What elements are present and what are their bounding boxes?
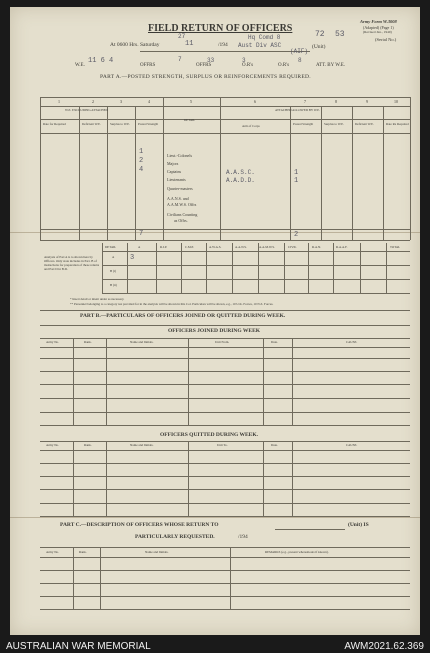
- we-excluding-header: W.E. EXCLUDING ATTACHED: [65, 108, 108, 112]
- col-number: 7: [304, 99, 306, 104]
- rank-label: Lieut.-Colonels: [167, 153, 192, 158]
- quitted-col: Unit To.: [217, 443, 228, 447]
- att-label: ATT. BY W.E.: [316, 63, 346, 68]
- ors2-value: 8: [298, 57, 302, 64]
- attached-header: ATTACHED ALLOWED BY W.E.: [275, 108, 321, 112]
- rank-label: A.A.M.W.S. Offrs: [167, 202, 197, 207]
- col-number: 3: [120, 99, 122, 104]
- posted-captains: 1: [139, 148, 144, 156]
- col-number: 1: [58, 99, 60, 104]
- joined-col: Date.: [271, 340, 278, 344]
- detail-col: TOTAL: [390, 245, 401, 249]
- note-1: * Insert detail or intent under as necessary.: [70, 297, 125, 301]
- quitted-col: Name and Initials.: [130, 443, 154, 447]
- quitted-col: CAUSE.: [346, 443, 358, 447]
- posted-total: 7: [139, 230, 144, 238]
- col-number: 4: [148, 99, 150, 104]
- posted-majors: 2: [139, 157, 144, 165]
- col-number: 2: [92, 99, 94, 104]
- offrs-value: 7: [178, 56, 182, 63]
- rank-label: Captains: [167, 169, 181, 174]
- serial-label: (Serial No.): [375, 37, 397, 42]
- date-year: /194: [218, 42, 228, 48]
- aif-note: (AIF): [290, 48, 309, 55]
- unit-text: Aust Div ASC: [238, 42, 282, 49]
- detail-col: C.M.P.: [185, 245, 194, 249]
- detail-row-label: A: [112, 255, 115, 259]
- handwritten-top: 27: [178, 33, 186, 40]
- arm-entry-2: A.A.D.D.: [226, 177, 255, 184]
- posted-lieutenants: 4: [139, 166, 144, 174]
- revised-label: (Revised Jan., 1940): [363, 30, 392, 34]
- col-number: 8: [335, 99, 337, 104]
- surplus-header: Surplus to W.E.: [110, 122, 131, 126]
- detail-row-label: B (ii): [110, 283, 117, 287]
- rank-label: Lieutenants: [167, 177, 186, 182]
- detail-row-label: B (i): [110, 269, 116, 273]
- part-c-line2: PARTICULARLY REQUESTED.: [135, 534, 215, 540]
- serial-value-2: 53: [335, 30, 345, 39]
- arm-header: Arm of Corps: [242, 124, 260, 128]
- deficient-header: Deficient W.E.: [82, 122, 101, 126]
- part-c-col: REMARKS (e.g., present whereabouts if known).: [265, 550, 329, 554]
- we-label: W.E.: [75, 63, 85, 68]
- quitted-title: OFFICERS QUITTED DURING WEEK.: [160, 432, 258, 438]
- part-c-col: Name and Initials.: [145, 550, 169, 554]
- fold-line: [10, 232, 420, 233]
- ors-label: O.R's: [242, 63, 254, 68]
- col-number: 5: [190, 99, 192, 104]
- we-values: 11 6 4: [88, 57, 114, 65]
- joined-col: Unit From.: [215, 340, 230, 344]
- detail-col: A.A.N.S.: [235, 245, 247, 249]
- note-2: ** Personnel belonging to a category not provided for in the analysis will be shown in this Col. Particulars will be shown, e.g., 10 U.K. Forces, 10 N.Z. Forces.: [70, 302, 274, 306]
- col-number: 9: [366, 99, 368, 104]
- joined-col: Rank.: [84, 340, 92, 344]
- posted-header: Posted Strength: [138, 122, 159, 126]
- rate2-header: Rate Re Required: [386, 122, 409, 126]
- detail-col: R.A.N.: [312, 245, 322, 249]
- part-c-col: Rank.: [79, 550, 87, 554]
- part-b-heading: PART B.—PARTICULARS OF OFFICERS JOINED OR QUITTED DURING WEEK.: [80, 313, 286, 319]
- part-c-line1: PART C.—DESCRIPTION OF OFFICERS WHOSE RETURN TO: [60, 522, 219, 528]
- detail-col: CIVIL: [288, 245, 297, 249]
- form-paper: [10, 7, 420, 635]
- offrs-label: OFFRS: [140, 63, 156, 68]
- arm-value-2: 1: [294, 177, 299, 185]
- posted2-header: Posted Strength: [293, 122, 314, 126]
- surplus2-header: Surplus to W.E.: [324, 122, 345, 126]
- detail-header: DETAIL: [184, 118, 196, 122]
- at-line: At 0600 Hrs. Saturday: [110, 42, 160, 48]
- col-number: 6: [254, 99, 256, 104]
- part-c-unit-is: (Unit) IS: [348, 522, 369, 528]
- ors2-label: O.R's: [278, 63, 290, 68]
- analysis-note: Analysis of Part A is to shown here by Officers. Only state includes in Part. B of instructions for preparation of these returns and Part D in B.D.: [44, 255, 100, 272]
- joined-col: Army No.: [46, 340, 59, 344]
- form-title: FIELD RETURN OF OFFICERS: [148, 23, 293, 34]
- detail-col: A.A.M.W.S.: [259, 245, 275, 249]
- fold-line: [10, 517, 420, 518]
- quitted-col: Date.: [271, 443, 278, 447]
- ors-value: 3: [242, 57, 246, 64]
- part-c-date: /194: [238, 534, 248, 540]
- detail-col: A: [138, 245, 141, 249]
- army-form-label: Army Form W.3008: [360, 19, 397, 24]
- date-day: 11: [185, 40, 194, 48]
- footer-accession: AWM2021.62.369: [344, 641, 424, 652]
- rank-label: Civilians Counting: [167, 212, 198, 217]
- joined-col: Name and Initials.: [130, 340, 154, 344]
- detail-a-value: 3: [130, 254, 135, 262]
- rank-label: Majors: [167, 161, 179, 166]
- detail-col: A.W.A.S.: [209, 245, 222, 249]
- deficient2-header: Deficient W.E.: [355, 122, 374, 126]
- col-number: 10: [394, 99, 398, 104]
- rank-label: A.A.N.S. and: [167, 196, 189, 201]
- arm-value-1: 1: [294, 169, 299, 177]
- detail-col: DETAIL: [105, 245, 117, 249]
- arm-entry-1: A.A.S.C.: [226, 169, 255, 176]
- detail-col: R.A.A.F.: [336, 245, 348, 249]
- detail-col: R.I.P.: [160, 245, 167, 249]
- joined-title: OFFICERS JOINED DURING WEEK: [168, 328, 261, 334]
- col7-total: 2: [294, 231, 299, 239]
- unit-label: (Unit): [312, 44, 326, 50]
- joined-col: CAUSE.: [346, 340, 358, 344]
- part-a-heading: PART A.—POSTED STRENGTH, SURPLUS OR REINFORCEMENTS REQUIRED.: [100, 74, 311, 80]
- rank-label: as Offrs.: [174, 218, 188, 223]
- part-c-col: Army No.: [46, 550, 59, 554]
- rank-label: Quarter-masters: [167, 186, 193, 191]
- footer-institution: AUSTRALIAN WAR MEMORIAL: [6, 641, 151, 652]
- quitted-col: Rank.: [84, 443, 92, 447]
- serial-value: 72: [315, 30, 325, 39]
- quitted-col: Army No.: [46, 443, 59, 447]
- offrs2-value: 33: [207, 57, 215, 64]
- rate-required-header: Rate for Required: [43, 122, 66, 126]
- unit-handwritten: Hq Comd 8: [248, 34, 281, 41]
- adapted-label: (Adapted) (Page 1): [363, 25, 394, 30]
- offrs2-label: OFFRS: [196, 63, 212, 68]
